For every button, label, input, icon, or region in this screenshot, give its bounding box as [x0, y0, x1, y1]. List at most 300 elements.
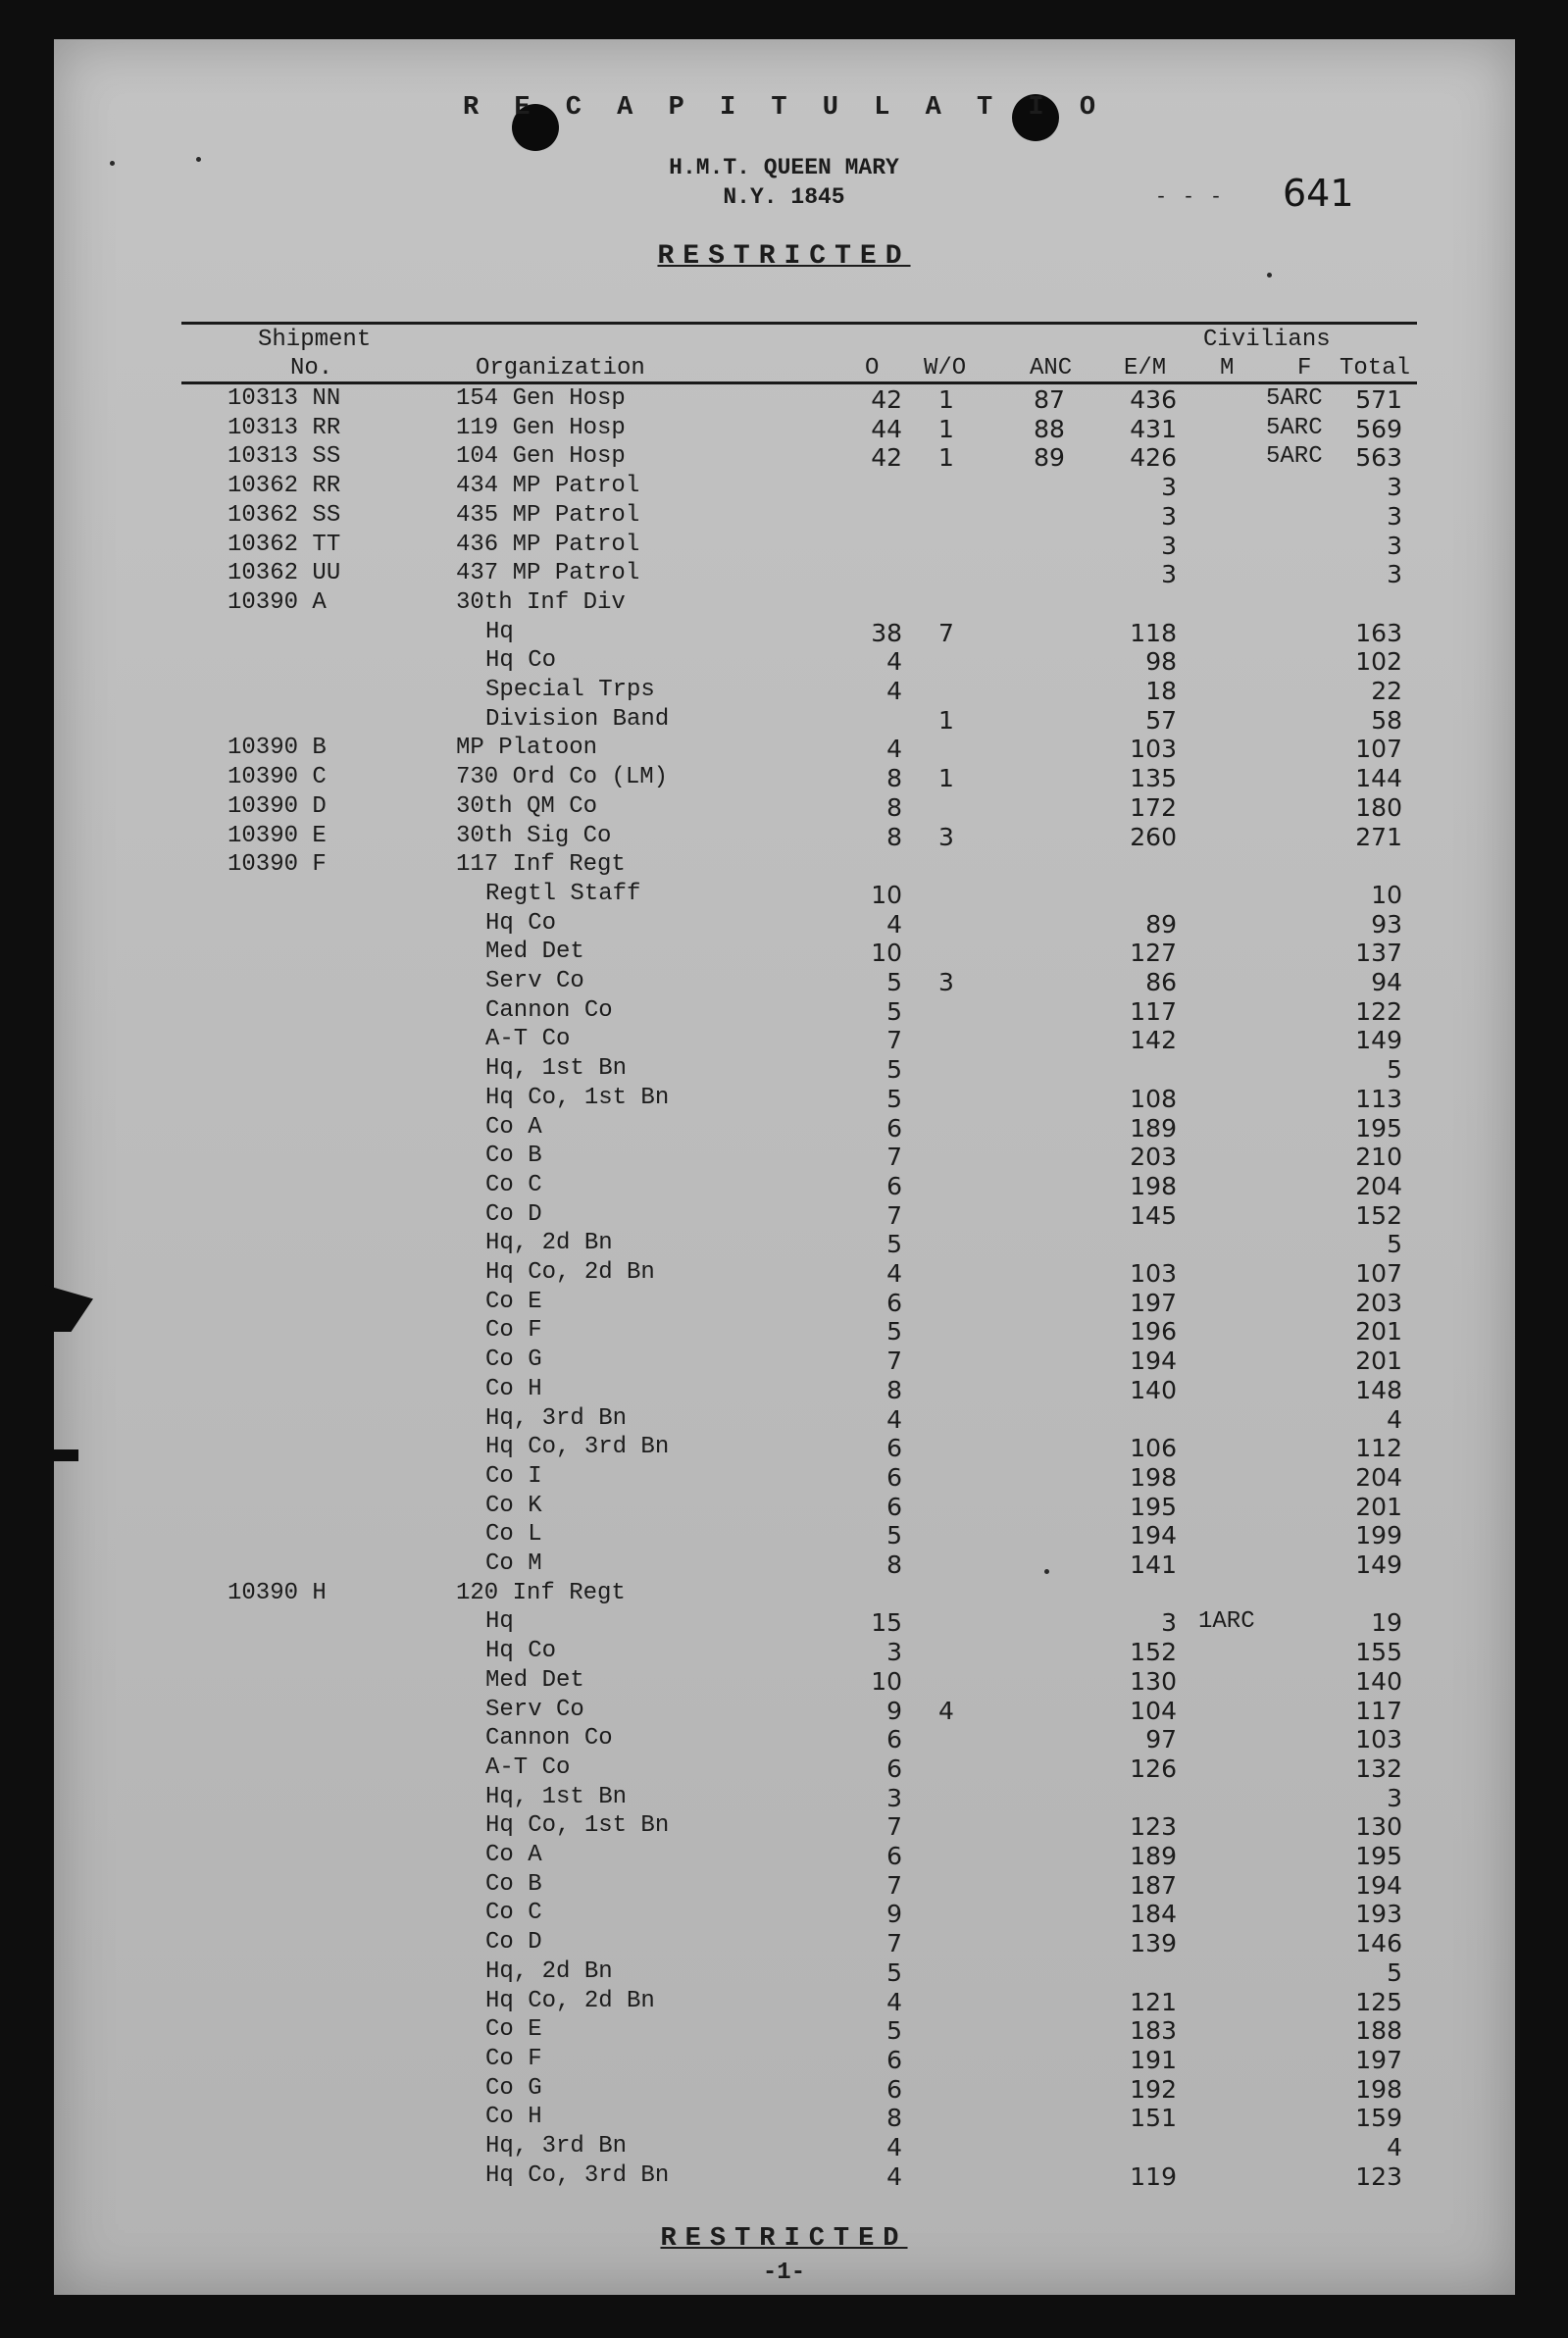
table-row [0, 619, 1568, 647]
table-row [0, 2046, 1568, 2074]
table-row [0, 997, 1568, 1026]
cell-total: 163 [1355, 619, 1402, 647]
table-row [0, 823, 1568, 851]
cell-officers: 8 [886, 823, 902, 851]
side-marks: - - - [1155, 186, 1225, 209]
col-warrant-officers-label: W/O [924, 355, 967, 381]
cell-shipment-no: 10362 UU [228, 560, 341, 586]
cell-officers: 7 [886, 1929, 902, 1957]
table-row [0, 735, 1568, 763]
cell-organization: Med Det [485, 939, 584, 965]
cell-enlisted-men: 140 [1130, 1376, 1177, 1404]
cell-officers: 3 [886, 1638, 902, 1666]
cell-enlisted-men: 135 [1130, 764, 1177, 792]
table-row [0, 2016, 1568, 2045]
cell-enlisted-men: 145 [1130, 1201, 1177, 1230]
cell-officers: 4 [886, 2133, 902, 2161]
cell-officers: 6 [886, 2046, 902, 2074]
cell-total: 194 [1355, 1871, 1402, 1900]
cell-enlisted-men: 198 [1130, 1172, 1177, 1200]
cell-total: 201 [1355, 1493, 1402, 1521]
cell-organization: Co D [485, 1929, 542, 1956]
cell-enlisted-men: 194 [1130, 1521, 1177, 1550]
table-row [0, 589, 1568, 618]
cell-enlisted-men: 57 [1145, 706, 1177, 735]
cell-officers: 9 [886, 1900, 902, 1928]
cell-total: 107 [1355, 1259, 1402, 1288]
classification-header: RESTRICTED [657, 241, 911, 272]
cell-officers: 6 [886, 1842, 902, 1870]
cell-enlisted-men: 117 [1130, 997, 1177, 1026]
cell-shipment-no: 10390 B [228, 735, 327, 761]
cell-shipment-no: 10390 F [228, 851, 327, 878]
table-row [0, 1405, 1568, 1434]
cell-officers: 8 [886, 764, 902, 792]
cell-total: 107 [1355, 735, 1402, 763]
cell-shipment-no: 10362 RR [228, 473, 341, 499]
cell-total: 199 [1355, 1521, 1402, 1550]
cell-organization: Hq, 1st Bn [485, 1784, 628, 1810]
cell-total: 203 [1355, 1289, 1402, 1317]
cell-enlisted-men: 139 [1130, 1929, 1177, 1957]
table-row [0, 1958, 1568, 1987]
cell-officers: 6 [886, 1493, 902, 1521]
cell-officers: 7 [886, 1871, 902, 1900]
table-row [0, 1929, 1568, 1957]
cell-shipment-no: 10390 C [228, 764, 327, 790]
cell-civilians-f: 5ARC [1266, 385, 1323, 412]
cell-officers: 38 [871, 619, 902, 647]
header-rule-top [181, 322, 1417, 325]
table-row [0, 677, 1568, 705]
cell-warrant-officers: 1 [938, 385, 954, 414]
cell-shipment-no: 10313 NN [228, 385, 341, 412]
cell-total: 137 [1355, 939, 1402, 967]
col-em-label: E/M [1124, 355, 1167, 381]
cell-enlisted-men: 103 [1130, 735, 1177, 763]
cell-total: 193 [1355, 1900, 1402, 1928]
cell-enlisted-men: 3 [1161, 502, 1177, 531]
cell-officers: 5 [886, 1230, 902, 1258]
cell-officers: 5 [886, 1317, 902, 1346]
cell-anc: 88 [1034, 415, 1065, 443]
cell-organization: Hq, 2d Bn [485, 1230, 613, 1256]
table-row [0, 1055, 1568, 1084]
cell-total: 198 [1355, 2075, 1402, 2104]
cell-officers: 42 [871, 443, 902, 472]
col-total-label: Total [1340, 355, 1411, 381]
cell-officers: 5 [886, 1055, 902, 1084]
document-title: R E C A P I T U L A T I O [462, 93, 1106, 123]
table-row [0, 1463, 1568, 1492]
cell-organization: 30th Sig Co [456, 823, 612, 849]
cell-officers: 7 [886, 1026, 902, 1054]
cell-warrant-officers: 1 [938, 415, 954, 443]
cell-anc: 89 [1034, 443, 1065, 472]
col-civ-f-label: F [1297, 355, 1312, 381]
cell-enlisted-men: 203 [1130, 1143, 1177, 1171]
cell-organization: Hq Co [485, 910, 557, 937]
table-row [0, 764, 1568, 792]
cell-total: 201 [1355, 1317, 1402, 1346]
cell-organization: Hq Co, 1st Bn [485, 1812, 670, 1839]
table-row [0, 415, 1568, 443]
cell-organization: Serv Co [485, 1697, 584, 1723]
cell-enlisted-men: 127 [1130, 939, 1177, 967]
cell-officers: 5 [886, 2016, 902, 2045]
cell-organization: Co C [485, 1172, 542, 1198]
cell-organization: Med Det [485, 1667, 584, 1694]
cell-shipment-no: 10390 D [228, 793, 327, 820]
header-rule-bottom [181, 381, 1417, 384]
cell-organization: Hq, 3rd Bn [485, 1405, 628, 1432]
cell-total: 149 [1355, 1026, 1402, 1054]
cell-total: 195 [1355, 1114, 1402, 1143]
cell-enlisted-men: 436 [1130, 385, 1177, 414]
cell-organization: Co E [485, 2016, 542, 2043]
cell-enlisted-men: 141 [1130, 1550, 1177, 1579]
cell-total: 19 [1371, 1608, 1402, 1637]
cell-enlisted-men: 119 [1130, 2162, 1177, 2191]
table-row [0, 1493, 1568, 1521]
table-row [0, 1230, 1568, 1258]
cell-total: 195 [1355, 1842, 1402, 1870]
cell-total: 130 [1355, 1812, 1402, 1841]
cell-organization: Hq Co, 3rd Bn [485, 1434, 670, 1460]
cell-enlisted-men: 152 [1130, 1638, 1177, 1666]
cell-organization: Hq Co, 2d Bn [485, 1988, 655, 2014]
cell-enlisted-men: 197 [1130, 1289, 1177, 1317]
cell-officers: 6 [886, 1289, 902, 1317]
table-row [0, 1842, 1568, 1870]
cell-total: 112 [1355, 1434, 1402, 1462]
cell-officers: 6 [886, 1725, 902, 1754]
cell-total: 122 [1355, 997, 1402, 1026]
col-civ-m-label: M [1220, 355, 1235, 381]
cell-officers: 15 [871, 1608, 902, 1637]
table-row [0, 1871, 1568, 1900]
cell-organization: Hq [485, 619, 514, 645]
cell-organization: Hq [485, 1608, 514, 1635]
cell-officers: 6 [886, 1172, 902, 1200]
cell-shipment-no: 10390 A [228, 589, 327, 616]
cell-officers: 4 [886, 735, 902, 763]
col-organization-label: Organization [476, 355, 645, 381]
cell-total: 3 [1387, 473, 1402, 501]
table-row [0, 1608, 1568, 1637]
cell-organization: Co B [485, 1871, 542, 1898]
cell-enlisted-men: 151 [1130, 2104, 1177, 2132]
cell-officers: 7 [886, 1201, 902, 1230]
table-row [0, 1172, 1568, 1200]
cell-total: 102 [1355, 647, 1402, 676]
cell-enlisted-men: 187 [1130, 1871, 1177, 1900]
page-number: 641 [1283, 172, 1354, 215]
cell-organization: 119 Gen Hosp [456, 415, 626, 441]
cell-warrant-officers: 1 [938, 764, 954, 792]
cell-total: 3 [1387, 1784, 1402, 1812]
cell-enlisted-men: 184 [1130, 1900, 1177, 1928]
table-row [0, 560, 1568, 588]
table-row [0, 1638, 1568, 1666]
col-civilians-label: Civilians [1203, 327, 1331, 353]
cell-total: 58 [1371, 706, 1402, 735]
cell-organization: Regtl Staff [485, 881, 641, 907]
cell-organization: Co H [485, 1376, 542, 1402]
cell-organization: 30th QM Co [456, 793, 598, 820]
table-row [0, 968, 1568, 996]
cell-organization: Co B [485, 1143, 542, 1169]
cell-total: 93 [1371, 910, 1402, 939]
cell-enlisted-men: 431 [1130, 415, 1177, 443]
cell-total: 3 [1387, 502, 1402, 531]
table-row [0, 502, 1568, 531]
table-row [0, 1317, 1568, 1346]
cell-anc: 87 [1034, 385, 1065, 414]
cell-organization: Co F [485, 1317, 542, 1344]
cell-enlisted-men: 3 [1161, 560, 1177, 588]
cell-total: 210 [1355, 1143, 1402, 1171]
cell-enlisted-men: 191 [1130, 2046, 1177, 2074]
cell-shipment-no: 10362 SS [228, 502, 341, 529]
cell-organization: Hq Co, 1st Bn [485, 1085, 670, 1111]
cell-organization: Hq, 3rd Bn [485, 2133, 628, 2160]
cell-total: 159 [1355, 2104, 1402, 2132]
cell-organization: 435 MP Patrol [456, 502, 640, 529]
cell-organization: Co K [485, 1493, 542, 1519]
cell-total: 563 [1355, 443, 1402, 472]
cell-enlisted-men: 106 [1130, 1434, 1177, 1462]
cell-officers: 7 [886, 1812, 902, 1841]
cell-officers: 4 [886, 677, 902, 705]
cell-organization: A-T Co [485, 1754, 571, 1781]
table-row [0, 1201, 1568, 1230]
cell-officers: 5 [886, 1521, 902, 1550]
cell-shipment-no: 10362 TT [228, 532, 341, 558]
table-row [0, 385, 1568, 414]
table-row [0, 1550, 1568, 1579]
cell-enlisted-men: 172 [1130, 793, 1177, 822]
cell-total: 5 [1387, 1958, 1402, 1987]
cell-total: 180 [1355, 793, 1402, 822]
ship-name: H.M.T. QUEEN MARY [669, 155, 899, 180]
cell-organization: Co A [485, 1842, 542, 1868]
cell-enlisted-men: 121 [1130, 1988, 1177, 2016]
cell-organization: Hq Co [485, 647, 557, 674]
cell-total: 113 [1355, 1085, 1402, 1113]
table-row [0, 1376, 1568, 1404]
cell-total: 117 [1355, 1697, 1402, 1725]
cell-enlisted-men: 123 [1130, 1812, 1177, 1841]
cell-total: 197 [1355, 2046, 1402, 2074]
cell-total: 132 [1355, 1754, 1402, 1783]
table-row [0, 1784, 1568, 1812]
cell-officers: 5 [886, 1958, 902, 1987]
col-shipment-label: Shipment [258, 327, 372, 353]
table-row [0, 881, 1568, 909]
table-row [0, 1259, 1568, 1288]
cell-enlisted-men: 3 [1161, 1608, 1177, 1637]
cell-total: 152 [1355, 1201, 1402, 1230]
cell-organization: Co G [485, 2075, 542, 2102]
cell-officers: 8 [886, 1550, 902, 1579]
cell-total: 144 [1355, 764, 1402, 792]
cell-officers: 10 [871, 881, 902, 909]
cell-organization: 730 Ord Co (LM) [456, 764, 669, 790]
cell-enlisted-men: 142 [1130, 1026, 1177, 1054]
cell-warrant-officers: 7 [938, 619, 954, 647]
cell-organization: Hq Co, 3rd Bn [485, 2162, 670, 2189]
cell-total: 123 [1355, 2162, 1402, 2191]
cell-enlisted-men: 86 [1145, 968, 1177, 996]
cell-total: 201 [1355, 1347, 1402, 1375]
cell-enlisted-men: 18 [1145, 677, 1177, 705]
cell-warrant-officers: 3 [938, 968, 954, 996]
cell-officers: 8 [886, 2104, 902, 2132]
cell-organization: Co C [485, 1900, 542, 1926]
cell-organization: Co G [485, 1347, 542, 1373]
col-anc-label: ANC [1030, 355, 1073, 381]
table-row [0, 1289, 1568, 1317]
table-row [0, 1143, 1568, 1171]
cell-shipment-no: 10390 E [228, 823, 327, 849]
cell-officers: 5 [886, 1085, 902, 1113]
cell-enlisted-men: 130 [1130, 1667, 1177, 1696]
table-row [0, 1580, 1568, 1608]
cell-organization: 436 MP Patrol [456, 532, 640, 558]
table-row [0, 706, 1568, 735]
table-row [0, 1667, 1568, 1696]
cell-officers: 8 [886, 793, 902, 822]
cell-officers: 7 [886, 1143, 902, 1171]
table-row [0, 1697, 1568, 1725]
cell-enlisted-men: 195 [1130, 1493, 1177, 1521]
table-row [0, 1347, 1568, 1375]
cell-enlisted-men: 260 [1130, 823, 1177, 851]
table-row [0, 532, 1568, 560]
table-row [0, 2104, 1568, 2132]
cell-organization: MP Platoon [456, 735, 598, 761]
cell-organization: Cannon Co [485, 997, 613, 1024]
cell-organization: 104 Gen Hosp [456, 443, 626, 470]
cell-total: 149 [1355, 1550, 1402, 1579]
cell-total: 155 [1355, 1638, 1402, 1666]
cell-officers: 4 [886, 1405, 902, 1434]
cell-warrant-officers: 3 [938, 823, 954, 851]
table-row [0, 2162, 1568, 2191]
cell-officers: 6 [886, 2075, 902, 2104]
classification-footer: RESTRICTED [660, 2224, 908, 2254]
table-row [0, 2133, 1568, 2161]
cell-enlisted-men: 3 [1161, 532, 1177, 560]
cell-officers: 6 [886, 1114, 902, 1143]
cell-total: 571 [1355, 385, 1402, 414]
cell-enlisted-men: 194 [1130, 1347, 1177, 1375]
cell-total: 146 [1355, 1929, 1402, 1957]
cell-officers: 4 [886, 2162, 902, 2191]
cell-organization: 434 MP Patrol [456, 473, 640, 499]
cell-organization: Co E [485, 1289, 542, 1315]
cell-total: 5 [1387, 1230, 1402, 1258]
cell-officers: 3 [886, 1784, 902, 1812]
cell-shipment-no: 10390 H [228, 1580, 327, 1606]
cell-enlisted-men: 3 [1161, 473, 1177, 501]
cell-organization: Co L [485, 1521, 542, 1548]
cell-total: 148 [1355, 1376, 1402, 1404]
cell-total: 204 [1355, 1463, 1402, 1492]
cell-officers: 10 [871, 939, 902, 967]
cell-enlisted-men: 98 [1145, 647, 1177, 676]
cell-total: 188 [1355, 2016, 1402, 2045]
cell-total: 4 [1387, 2133, 1402, 2161]
cell-organization: Hq, 2d Bn [485, 1958, 613, 1985]
cell-organization: 30th Inf Div [456, 589, 626, 616]
table-row [0, 473, 1568, 501]
cell-enlisted-men: 189 [1130, 1842, 1177, 1870]
cell-enlisted-men: 426 [1130, 443, 1177, 472]
col-officers-label: O [865, 355, 880, 381]
cell-officers: 10 [871, 1667, 902, 1696]
cell-officers: 6 [886, 1434, 902, 1462]
page-footer: -1- [762, 2260, 806, 2286]
cell-organization: Hq Co, 2d Bn [485, 1259, 655, 1286]
cell-total: 140 [1355, 1667, 1402, 1696]
table-row [0, 1114, 1568, 1143]
cell-organization: 154 Gen Hosp [456, 385, 626, 412]
cell-organization: Hq, 1st Bn [485, 1055, 628, 1082]
cell-officers: 8 [886, 1376, 902, 1404]
cell-officers: 7 [886, 1347, 902, 1375]
cell-warrant-officers: 4 [938, 1697, 954, 1725]
cell-enlisted-men: 97 [1145, 1725, 1177, 1754]
cell-organization: 437 MP Patrol [456, 560, 640, 586]
cell-civilians-m: 1ARC [1198, 1608, 1255, 1635]
cell-officers: 9 [886, 1697, 902, 1725]
speck [1267, 273, 1272, 278]
cell-organization: Hq Co [485, 1638, 557, 1664]
cell-total: 103 [1355, 1725, 1402, 1754]
table-row [0, 939, 1568, 967]
cell-officers: 5 [886, 997, 902, 1026]
table-row [0, 1754, 1568, 1783]
cell-warrant-officers: 1 [938, 443, 954, 472]
cell-officers: 6 [886, 1754, 902, 1783]
cell-officers: 4 [886, 910, 902, 939]
table-row [0, 1900, 1568, 1928]
cell-enlisted-men: 104 [1130, 1697, 1177, 1725]
cell-organization: Co H [485, 2104, 542, 2130]
table-row [0, 851, 1568, 880]
cell-total: 4 [1387, 1405, 1402, 1434]
cell-enlisted-men: 196 [1130, 1317, 1177, 1346]
cell-organization: 120 Inf Regt [456, 1580, 626, 1606]
cell-officers: 4 [886, 1259, 902, 1288]
table-row [0, 1085, 1568, 1113]
cell-organization: Co M [485, 1550, 542, 1577]
table-row [0, 647, 1568, 676]
cell-officers: 44 [871, 415, 902, 443]
cell-officers: 42 [871, 385, 902, 414]
table-row [0, 443, 1568, 472]
cell-total: 5 [1387, 1055, 1402, 1084]
cell-civilians-f: 5ARC [1266, 443, 1323, 470]
cell-warrant-officers: 1 [938, 706, 954, 735]
cell-total: 271 [1355, 823, 1402, 851]
cell-total: 3 [1387, 532, 1402, 560]
cell-enlisted-men: 126 [1130, 1754, 1177, 1783]
cell-organization: Co F [485, 2046, 542, 2072]
cell-total: 204 [1355, 1172, 1402, 1200]
